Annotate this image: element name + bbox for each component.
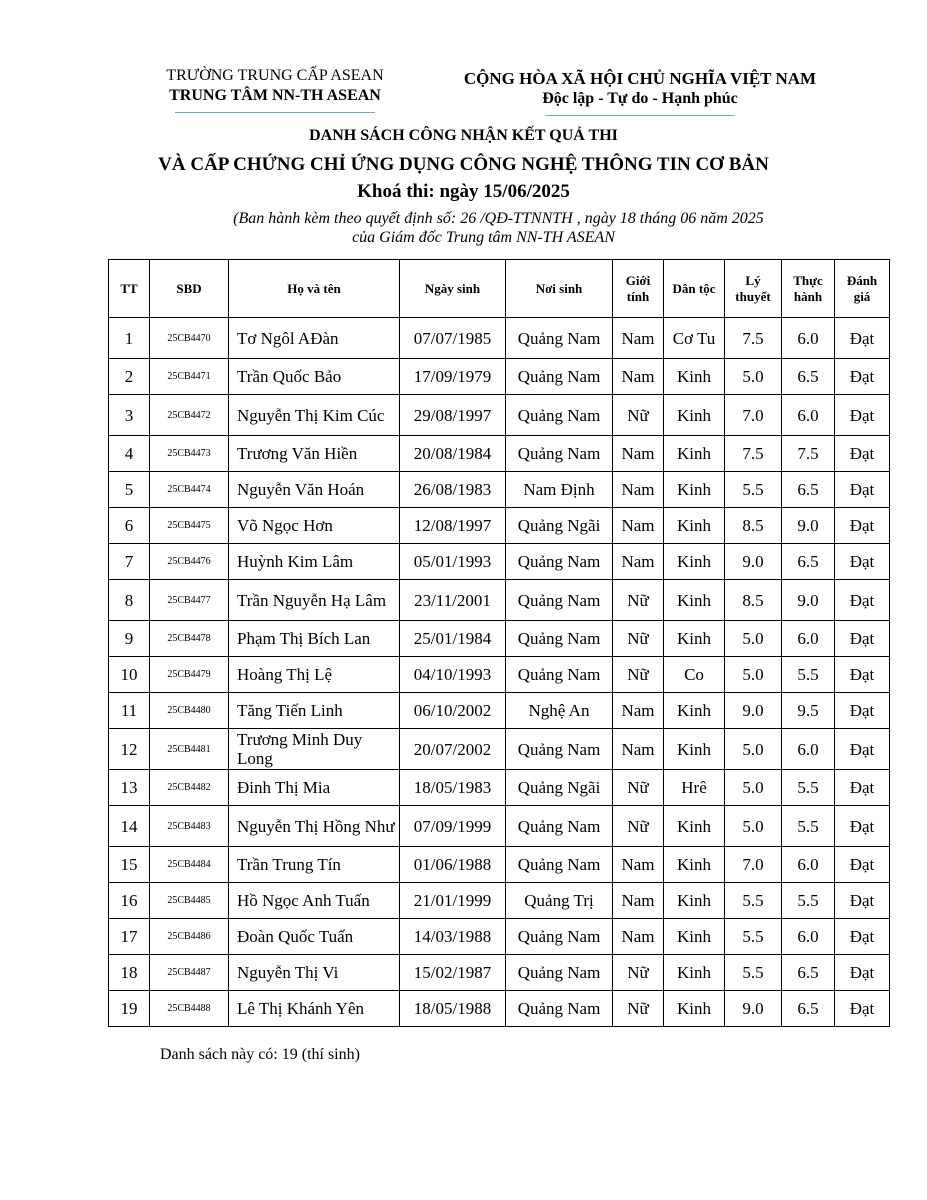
theory-score: 5.5 — [725, 955, 782, 991]
full-name: Hồ Ngọc Anh Tuấn — [229, 883, 400, 919]
gender: Nam — [613, 847, 664, 883]
candidate-count: Danh sách này có: 19 (thí sinh) — [160, 1046, 360, 1063]
row-number: 9 — [109, 621, 150, 657]
gender: Nam — [613, 544, 664, 580]
birth-place: Quảng Nam — [506, 544, 613, 580]
gender: Nữ — [613, 770, 664, 806]
birth-date: 20/07/2002 — [400, 729, 506, 770]
table-row — [109, 806, 890, 847]
table-row — [109, 436, 890, 472]
birth-date: 14/03/1988 — [400, 919, 506, 955]
column-header: Ngày sinh — [400, 260, 506, 318]
candidate-id: 25CB4473 — [150, 436, 229, 472]
organization-header — [140, 66, 410, 113]
document-title-block — [0, 125, 927, 247]
birth-place: Quảng Nam — [506, 847, 613, 883]
birth-date: 01/06/1988 — [400, 847, 506, 883]
practice-score: 6.5 — [782, 472, 835, 508]
birth-date: 07/07/1985 — [400, 318, 506, 359]
row-number: 8 — [109, 580, 150, 621]
theory-score: 9.0 — [725, 544, 782, 580]
practice-score: 6.0 — [782, 318, 835, 359]
full-name: Trần Nguyễn Hạ Lâm — [229, 580, 400, 621]
column-header: Giới tính — [613, 260, 664, 318]
candidate-id: 25CB4486 — [150, 919, 229, 955]
candidate-id: 25CB4481 — [150, 729, 229, 770]
ethnicity: Kinh — [664, 621, 725, 657]
row-number: 17 — [109, 919, 150, 955]
table-row — [109, 955, 890, 991]
birth-place: Quảng Nam — [506, 955, 613, 991]
ethnicity: Kinh — [664, 508, 725, 544]
header-divider-left — [175, 112, 375, 113]
ethnicity: Kinh — [664, 395, 725, 436]
ethnicity: Cơ Tu — [664, 318, 725, 359]
full-name: Nguyễn Thị Vi — [229, 955, 400, 991]
full-name: Tơ Ngôl AĐàn — [229, 318, 400, 359]
full-name: Nguyễn Văn Hoán — [229, 472, 400, 508]
result: Đạt — [835, 991, 890, 1027]
practice-score: 5.5 — [782, 806, 835, 847]
practice-score: 9.0 — [782, 508, 835, 544]
birth-date: 18/05/1988 — [400, 991, 506, 1027]
row-number: 5 — [109, 472, 150, 508]
ethnicity: Kinh — [664, 472, 725, 508]
birth-place: Quảng Nam — [506, 806, 613, 847]
full-name: Nguyễn Thị Hồng Như — [229, 806, 400, 847]
theory-score: 7.0 — [725, 395, 782, 436]
practice-score: 6.5 — [782, 359, 835, 395]
column-header: SBD — [150, 260, 229, 318]
full-name: Trương Văn Hiền — [229, 436, 400, 472]
exam-date: Khoá thi: ngày 15/06/2025 — [357, 181, 570, 202]
gender: Nữ — [613, 395, 664, 436]
gender: Nữ — [613, 991, 664, 1027]
birth-place: Quảng Nam — [506, 436, 613, 472]
birth-place: Quảng Nam — [506, 919, 613, 955]
full-name: Đinh Thị Mia — [229, 770, 400, 806]
gender: Nam — [613, 318, 664, 359]
candidate-id: 25CB4482 — [150, 770, 229, 806]
result: Đạt — [835, 729, 890, 770]
theory-score: 5.0 — [725, 806, 782, 847]
candidate-id: 25CB4471 — [150, 359, 229, 395]
result: Đạt — [835, 318, 890, 359]
birth-place: Quảng Nam — [506, 729, 613, 770]
table-row — [109, 847, 890, 883]
ethnicity: Kinh — [664, 436, 725, 472]
table-row — [109, 991, 890, 1027]
result: Đạt — [835, 472, 890, 508]
national-motto: Độc lập - Tự do - Hạnh phúc — [542, 90, 738, 107]
theory-score: 5.0 — [725, 657, 782, 693]
candidate-id: 25CB4476 — [150, 544, 229, 580]
candidate-id: 25CB4483 — [150, 806, 229, 847]
birth-date: 05/01/1993 — [400, 544, 506, 580]
theory-score: 5.0 — [725, 621, 782, 657]
result: Đạt — [835, 955, 890, 991]
row-number: 1 — [109, 318, 150, 359]
birth-date: 23/11/2001 — [400, 580, 506, 621]
birth-place: Quảng Nam — [506, 359, 613, 395]
result: Đạt — [835, 770, 890, 806]
ethnicity: Kinh — [664, 580, 725, 621]
practice-score: 6.5 — [782, 544, 835, 580]
column-header: TT — [109, 260, 150, 318]
birth-place: Quảng Ngãi — [506, 508, 613, 544]
gender: Nam — [613, 883, 664, 919]
candidate-id: 25CB4480 — [150, 693, 229, 729]
table-row — [109, 729, 890, 770]
result: Đạt — [835, 693, 890, 729]
table-row — [109, 621, 890, 657]
decree-issuer: của Giám đốc Trung tâm NN-TH ASEAN — [352, 229, 615, 246]
full-name: Trương Minh Duy Long — [229, 729, 400, 770]
full-name: Đoàn Quốc Tuấn — [229, 919, 400, 955]
practice-score: 5.5 — [782, 883, 835, 919]
birth-place: Quảng Nam — [506, 395, 613, 436]
birth-date: 25/01/1984 — [400, 621, 506, 657]
decree-reference: (Ban hành kèm theo quyết định số: 26 /QĐ-TTNNTH , ngày 18 tháng 06 năm 2025 — [233, 210, 764, 227]
birth-place: Quảng Nam — [506, 318, 613, 359]
birth-place: Nam Định — [506, 472, 613, 508]
row-number: 3 — [109, 395, 150, 436]
table-row — [109, 359, 890, 395]
gender: Nữ — [613, 955, 664, 991]
ethnicity: Kinh — [664, 919, 725, 955]
candidate-id: 25CB4478 — [150, 621, 229, 657]
column-header: Lý thuyết — [725, 260, 782, 318]
theory-score: 5.5 — [725, 919, 782, 955]
practice-score: 9.0 — [782, 580, 835, 621]
table-row — [109, 395, 890, 436]
birth-place: Quảng Trị — [506, 883, 613, 919]
row-number: 7 — [109, 544, 150, 580]
ethnicity: Kinh — [664, 806, 725, 847]
full-name: Trần Trung Tín — [229, 847, 400, 883]
theory-score: 7.5 — [725, 318, 782, 359]
practice-score: 6.5 — [782, 991, 835, 1027]
ethnicity: Co — [664, 657, 725, 693]
birth-date: 21/01/1999 — [400, 883, 506, 919]
document-title: DANH SÁCH CÔNG NHẬN KẾT QUẢ THI — [309, 127, 618, 144]
ethnicity: Kinh — [664, 693, 725, 729]
full-name: Trần Quốc Bảo — [229, 359, 400, 395]
result: Đạt — [835, 806, 890, 847]
gender: Nữ — [613, 806, 664, 847]
theory-score: 5.5 — [725, 472, 782, 508]
gender: Nam — [613, 436, 664, 472]
ethnicity: Kinh — [664, 955, 725, 991]
candidate-id: 25CB4472 — [150, 395, 229, 436]
gender: Nữ — [613, 580, 664, 621]
full-name: Phạm Thị Bích Lan — [229, 621, 400, 657]
birth-date: 07/09/1999 — [400, 806, 506, 847]
birth-place: Nghệ An — [506, 693, 613, 729]
result: Đạt — [835, 657, 890, 693]
theory-score: 7.5 — [725, 436, 782, 472]
birth-date: 12/08/1997 — [400, 508, 506, 544]
table-row — [109, 770, 890, 806]
result: Đạt — [835, 508, 890, 544]
result: Đạt — [835, 436, 890, 472]
row-number: 10 — [109, 657, 150, 693]
candidate-id: 25CB4475 — [150, 508, 229, 544]
theory-score: 5.0 — [725, 359, 782, 395]
gender: Nam — [613, 359, 664, 395]
row-number: 11 — [109, 693, 150, 729]
row-number: 19 — [109, 991, 150, 1027]
gender: Nam — [613, 508, 664, 544]
center-name: TRUNG TÂM NN-TH ASEAN — [169, 87, 381, 104]
row-number: 12 — [109, 729, 150, 770]
result: Đạt — [835, 395, 890, 436]
ethnicity: Kinh — [664, 883, 725, 919]
birth-place: Quảng Nam — [506, 621, 613, 657]
practice-score: 7.5 — [782, 436, 835, 472]
table-row — [109, 508, 890, 544]
practice-score: 6.0 — [782, 847, 835, 883]
result: Đạt — [835, 580, 890, 621]
header-divider-right — [545, 115, 735, 116]
column-header: Dân tộc — [664, 260, 725, 318]
practice-score: 6.5 — [782, 955, 835, 991]
result: Đạt — [835, 544, 890, 580]
ethnicity: Kinh — [664, 847, 725, 883]
table-row — [109, 318, 890, 359]
result: Đạt — [835, 883, 890, 919]
ethnicity: Kinh — [664, 544, 725, 580]
practice-score: 9.5 — [782, 693, 835, 729]
theory-score: 9.0 — [725, 991, 782, 1027]
full-name: Lê Thị Khánh Yên — [229, 991, 400, 1027]
birth-date: 15/02/1987 — [400, 955, 506, 991]
candidate-id: 25CB4484 — [150, 847, 229, 883]
candidate-id: 25CB4485 — [150, 883, 229, 919]
row-number: 15 — [109, 847, 150, 883]
full-name: Tăng Tiến Linh — [229, 693, 400, 729]
candidate-id: 25CB4477 — [150, 580, 229, 621]
practice-score: 5.5 — [782, 657, 835, 693]
full-name: Huỳnh Kim Lâm — [229, 544, 400, 580]
table-row — [109, 657, 890, 693]
gender: Nữ — [613, 621, 664, 657]
ethnicity: Hrê — [664, 770, 725, 806]
birth-place: Quảng Nam — [506, 991, 613, 1027]
birth-date: 26/08/1983 — [400, 472, 506, 508]
result: Đạt — [835, 359, 890, 395]
birth-date: 18/05/1983 — [400, 770, 506, 806]
table-row — [109, 544, 890, 580]
birth-place: Quảng Nam — [506, 580, 613, 621]
column-header: Họ và tên — [229, 260, 400, 318]
full-name: Hoàng Thị Lệ — [229, 657, 400, 693]
column-header: Đánh giá — [835, 260, 890, 318]
birth-date: 17/09/1979 — [400, 359, 506, 395]
results-table — [108, 259, 890, 1027]
birth-date: 20/08/1984 — [400, 436, 506, 472]
birth-place: Quảng Ngãi — [506, 770, 613, 806]
table-row — [109, 919, 890, 955]
theory-score: 5.0 — [725, 770, 782, 806]
table-row — [109, 472, 890, 508]
ethnicity: Kinh — [664, 359, 725, 395]
practice-score: 6.0 — [782, 729, 835, 770]
theory-score: 7.0 — [725, 847, 782, 883]
birth-place: Quảng Nam — [506, 657, 613, 693]
full-name: Nguyễn Thị Kim Cúc — [229, 395, 400, 436]
row-number: 14 — [109, 806, 150, 847]
full-name: Võ Ngọc Hơn — [229, 508, 400, 544]
document-subtitle: VÀ CẤP CHỨNG CHỈ ỨNG DỤNG CÔNG NGHỆ THÔNG TIN CƠ BẢN — [158, 154, 769, 175]
candidate-id: 25CB4488 — [150, 991, 229, 1027]
candidate-id: 25CB4474 — [150, 472, 229, 508]
gender: Nam — [613, 472, 664, 508]
national-header — [440, 68, 840, 116]
row-number: 4 — [109, 436, 150, 472]
ethnicity: Kinh — [664, 991, 725, 1027]
result: Đạt — [835, 847, 890, 883]
practice-score: 6.0 — [782, 395, 835, 436]
row-number: 16 — [109, 883, 150, 919]
theory-score: 5.5 — [725, 883, 782, 919]
row-number: 2 — [109, 359, 150, 395]
birth-date: 29/08/1997 — [400, 395, 506, 436]
row-number: 13 — [109, 770, 150, 806]
ethnicity: Kinh — [664, 729, 725, 770]
theory-score: 5.0 — [725, 729, 782, 770]
birth-date: 04/10/1993 — [400, 657, 506, 693]
gender: Nữ — [613, 657, 664, 693]
theory-score: 9.0 — [725, 693, 782, 729]
gender: Nam — [613, 729, 664, 770]
country-name: CỘNG HÒA XÃ HỘI CHỦ NGHĨA VIỆT NAM — [463, 69, 817, 88]
gender: Nam — [613, 693, 664, 729]
practice-score: 5.5 — [782, 770, 835, 806]
birth-date: 06/10/2002 — [400, 693, 506, 729]
table-row — [109, 693, 890, 729]
table-row — [109, 883, 890, 919]
theory-score: 8.5 — [725, 580, 782, 621]
table-header-row — [109, 260, 890, 318]
candidate-id: 25CB4470 — [150, 318, 229, 359]
candidate-id: 25CB4479 — [150, 657, 229, 693]
row-number: 18 — [109, 955, 150, 991]
column-header: Thực hành — [782, 260, 835, 318]
row-number: 6 — [109, 508, 150, 544]
result: Đạt — [835, 919, 890, 955]
gender: Nam — [613, 919, 664, 955]
candidate-id: 25CB4487 — [150, 955, 229, 991]
practice-score: 6.0 — [782, 919, 835, 955]
table-row — [109, 580, 890, 621]
practice-score: 6.0 — [782, 621, 835, 657]
school-name: TRƯỜNG TRUNG CẤP ASEAN — [166, 67, 384, 84]
theory-score: 8.5 — [725, 508, 782, 544]
result: Đạt — [835, 621, 890, 657]
column-header: Nơi sinh — [506, 260, 613, 318]
